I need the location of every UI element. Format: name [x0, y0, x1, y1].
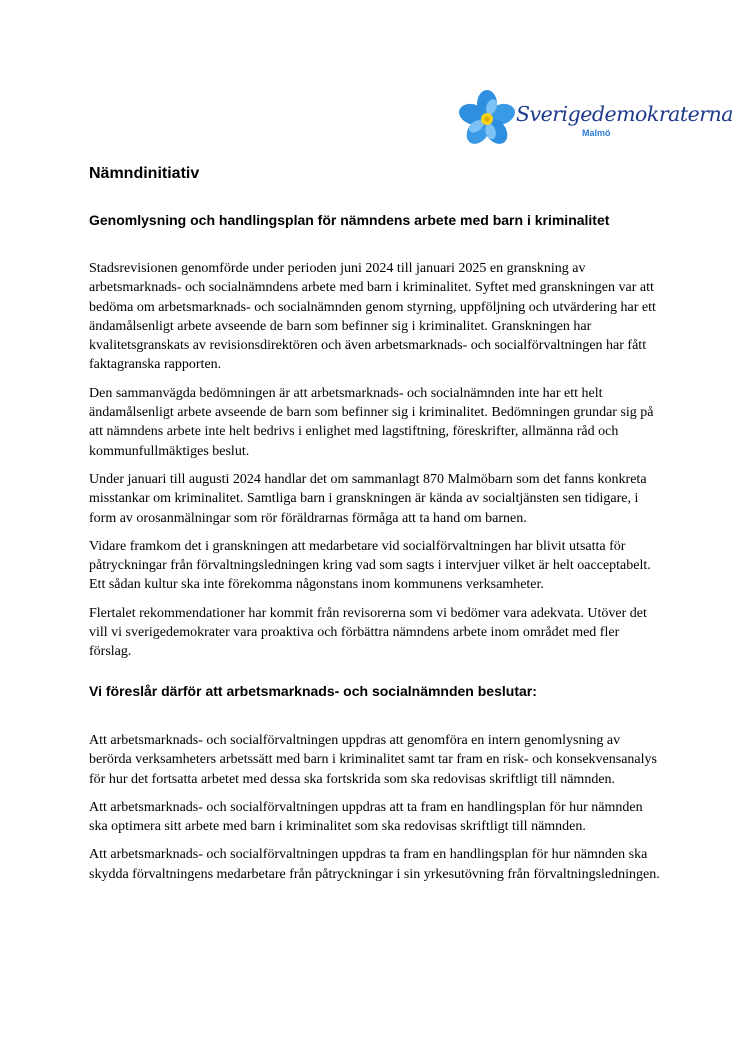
document-subtitle: Genomlysning och handlingsplan för nämndens arbete med barn i kriminalitet	[89, 212, 610, 228]
party-logo	[458, 88, 733, 150]
proposal-item: Att arbetsmarknads- och socialförvaltningen uppdras att ta fram en handlingsplan för hur nämnden ska optimera sitt arbete med barn i kriminalitet som ska redovisas skriftligt till nämnden.	[89, 799, 643, 835]
proposal-section	[89, 731, 661, 893]
paragraph: Vidare framkom det i granskningen att medarbetare vid socialförvaltningen har blivit utsatta för påtryckningar från förvaltningsledningen kring vad som sagts i intervjuer vilket är helt oacceptabelt. Ett sådan kultur ska inte förekomma någonstans inom kommunens verksamheter.	[89, 538, 651, 593]
paragraph: Stadsrevisionen genomförde under perioden juni 2024 till januari 2025 en granskning av arbetsmarknads- och socialnämndens arbete med barn i kriminalitet. Syftet med granskningen var att bedöma om arbetsmarknads- och socialnämnden genom styrning, uppföljning och utvärdering har ett ändamålsenligt arbete avseende de barn som befinner sig i kriminalitet. Granskningen har kvalitetsgranskats av revisionsdirektören och även arbetsmarknads- och socialförvaltningen har fått faktagranska rapporten.	[89, 261, 656, 373]
logo-wordmark: Sverigedemokraterna	[516, 102, 733, 126]
proposal-heading: Vi föreslår därför att arbetsmarknads- och socialnämnden beslutar:	[89, 683, 537, 699]
proposal-item: Att arbetsmarknads- och socialförvaltningen uppdras att genomföra en intern genomlysning av berörda verksamheters arbetssätt med barn i kriminalitet samt tar fram en risk- och konsekvensanalys för hur det fortsatta arbetet med dessa ska fortskrida som ska redovisas skriftligt till nämnden.	[89, 733, 657, 787]
flower-logo-icon	[458, 88, 516, 150]
proposal-item: Att arbetsmarknads- och socialförvaltningen uppdras ta fram en handlingsplan för hur nämnden ska skydda förvaltningens medarbetare från påtryckningar i sin yrkesutövning från förvaltningsledningen.	[89, 847, 660, 882]
background-section	[89, 259, 661, 671]
paragraph: Flertalet rekommendationer har kommit från revisorerna som vi bedömer vara adekvata. Utöver det vill vi sverigedemokrater vara proaktiva och förbättra nämndens arbete inom området med fler förslag.	[89, 605, 647, 660]
paragraph: Under januari till augusti 2024 handlar det om sammanlagt 870 Malmöbarn som det fanns konkreta misstankar om kriminalitet. Samtliga barn i granskningen är kända av socialtjänsten sen tidigare, i form av orosanmälningar som rör föräldrarnas förmåga att ta hand om barnen.	[89, 471, 647, 526]
paragraph: Den sammanvägda bedömningen är att arbetsmarknads- och socialnämnden inte har ett helt ändamålsenligt arbete avseende de barn som befinner sig i kriminalitet. Bedömningen grundar sig på att nämndens arbete inte helt bedrivs i enlighet med lagstiftning, föreskrifter, allmänna råd och kommunfullmäktiges beslut.	[89, 385, 654, 459]
document-title: Nämndinitiativ	[89, 165, 200, 182]
logo-subtitle: Malmö	[582, 128, 611, 138]
